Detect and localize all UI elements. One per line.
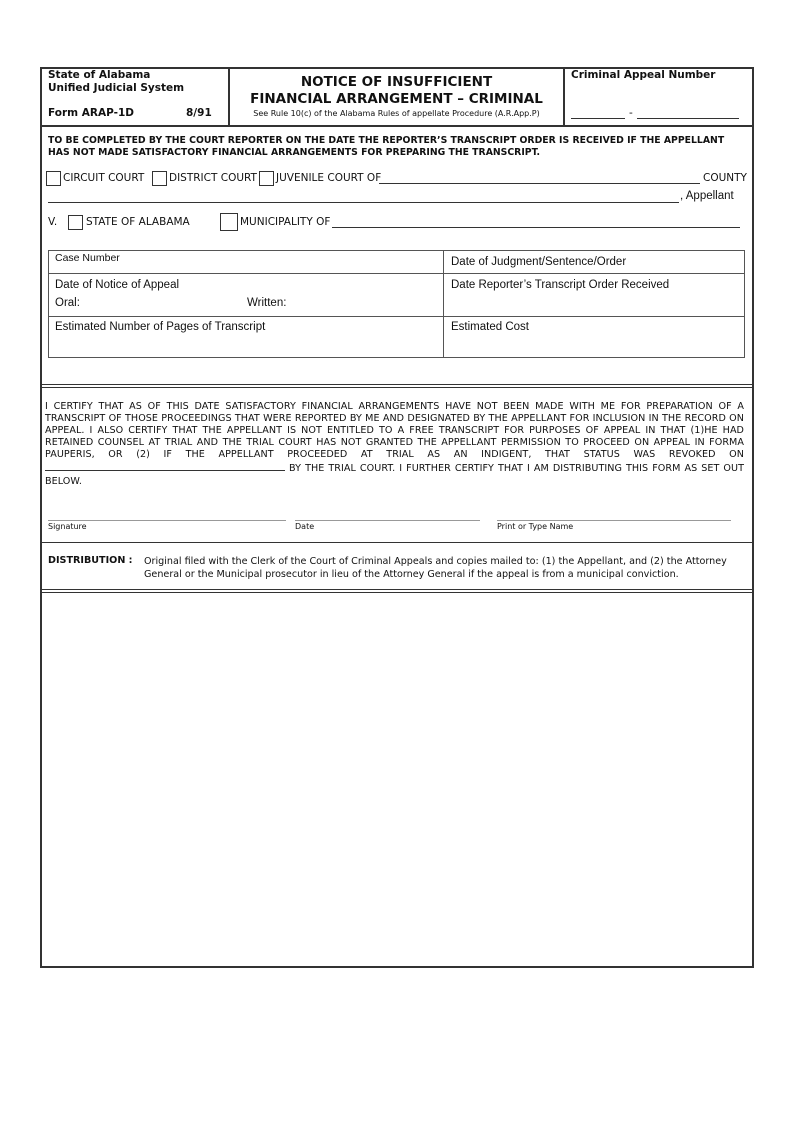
versus-label: V. <box>48 216 58 228</box>
signature-label: Signature <box>48 522 87 531</box>
district-court-label: DISTRICT COURT <box>169 172 257 184</box>
section-divider-3a <box>40 589 752 590</box>
certification-text-before: I CERTIFY THAT AS OF THIS DATE SATISFACTORY FINANCIAL ARRANGEMENTS HAVE NOT BEEN MADE WITH ME FOR PREPARATION OF A TRANSCRIPT OF THOSE PROCEEDINGS THAT WERE REPORTED BY ME AND DESIGNATED BY THE APPELLANT FOR INCLUSION IN THE RECORD ON APPEAL. I ALSO CERTIFY THAT THE APPELLANT IS NOT ENTITLED TO A FREE TRANSCRIPT FOR PURPOSES OF APPEAL IN THAT (1)HE HAD RETAINED COUNSEL AT TRIAL AND THE TRIAL COURT HAS NOT GRANTED THE APPELLANT PERMISSION TO PROCEED ON APPEAL IN FORMA PAUPERIS, OR (2) IF THE APPELLANT PROCEEDED AT TRIAL AS AN INDIGENT, THAT STATUS WAS REVOKED ON <box>45 401 744 461</box>
info-table <box>48 250 745 358</box>
section-divider-2 <box>40 542 752 543</box>
juvenile-court-checkbox[interactable] <box>259 171 274 186</box>
info-table-hline-left <box>48 273 444 274</box>
oral-label: Oral: <box>55 297 80 309</box>
judgment-date-label: Date of Judgment/Sentence/Order <box>451 256 627 268</box>
print-name-line[interactable] <box>497 520 731 521</box>
municipality-field[interactable] <box>332 227 740 228</box>
form-title-line2: FINANCIAL ARRANGEMENT – CRIMINAL <box>250 91 543 107</box>
order-received-label: Date Reporter’s Transcript Order Received <box>451 279 670 291</box>
certification-text <box>45 401 744 488</box>
state-of-alabama-checkbox[interactable] <box>68 215 83 230</box>
case-number-label: Case Number <box>55 252 120 264</box>
info-table-vline <box>443 251 444 357</box>
district-court-checkbox[interactable] <box>152 171 167 186</box>
state-of-alabama-label: STATE OF ALABAMA <box>86 216 190 228</box>
header-vline-right <box>563 67 565 126</box>
section-divider-3b <box>40 592 752 593</box>
county-field[interactable] <box>379 183 700 184</box>
instructions: TO BE COMPLETED BY THE COURT REPORTER ON THE DATE THE REPORTER’S TRANSCRIPT ORDER IS RECEIVED IF THE APPELLANT HAS NOT MADE SATISFACTORY FINANCIAL ARRANGEMENTS FOR PREPARING THE TRANSCRIPT. <box>48 135 725 158</box>
pages-label: Estimated Number of Pages of Transcript <box>55 321 266 333</box>
notice-date-label: Date of Notice of Appeal <box>55 279 180 291</box>
circuit-court-label: CIRCUIT COURT <box>63 172 145 184</box>
date-label: Date <box>295 522 315 531</box>
print-name-label: Print or Type Name <box>497 522 574 531</box>
appeal-number-field-2[interactable] <box>637 118 739 119</box>
info-table-hline-2 <box>48 316 744 317</box>
appeal-number-field-1[interactable] <box>571 118 625 119</box>
certification-text-after: BY THE TRIAL COURT. I FURTHER CERTIFY THAT I AM DISTRIBUTING THIS FORM AS SET OUT BELOW. <box>45 463 744 487</box>
county-label: COUNTY <box>703 172 747 184</box>
appellant-label: , Appellant <box>680 190 734 202</box>
circuit-court-checkbox[interactable] <box>46 171 61 186</box>
date-line[interactable] <box>295 520 480 521</box>
signature-line[interactable] <box>48 520 286 521</box>
written-label: Written: <box>247 297 287 309</box>
juvenile-court-label: JUVENILE COURT OF <box>276 172 382 184</box>
rule-note: See Rule 10(c) of the Alabama Rules of appellate Procedure (A.R.App.P) <box>253 109 540 118</box>
distribution-label: DISTRIBUTION : <box>48 555 133 566</box>
appeal-number-label: Criminal Appeal Number <box>571 69 716 81</box>
header-divider <box>40 125 752 127</box>
state-name: State of Alabama <box>48 69 151 81</box>
appellant-field[interactable] <box>48 202 679 203</box>
form-date: 8/91 <box>186 107 212 119</box>
municipality-checkbox[interactable] <box>220 213 238 231</box>
system-name: Unified Judicial System <box>48 82 185 94</box>
revoked-date-field[interactable] <box>45 461 285 471</box>
municipality-label: MUNICIPALITY OF <box>240 216 331 228</box>
section-divider-1b <box>40 387 752 388</box>
distribution-text: Original filed with the Clerk of the Court of Criminal Appeals and copies mailed to: (1) the Appellant, and (2) the Attorney General or the Municipal prosecutor in lieu of the Attorney General if the appeal is from a municipal conviction. <box>144 556 727 580</box>
appeal-number-separator: - <box>629 107 633 119</box>
section-divider-1a <box>40 384 752 385</box>
info-table-hline-right-1 <box>443 273 744 274</box>
cost-label: Estimated Cost <box>451 321 529 333</box>
form-title-line1: NOTICE OF INSUFFICIENT <box>300 74 493 90</box>
form-number: Form ARAP-1D <box>48 107 134 119</box>
